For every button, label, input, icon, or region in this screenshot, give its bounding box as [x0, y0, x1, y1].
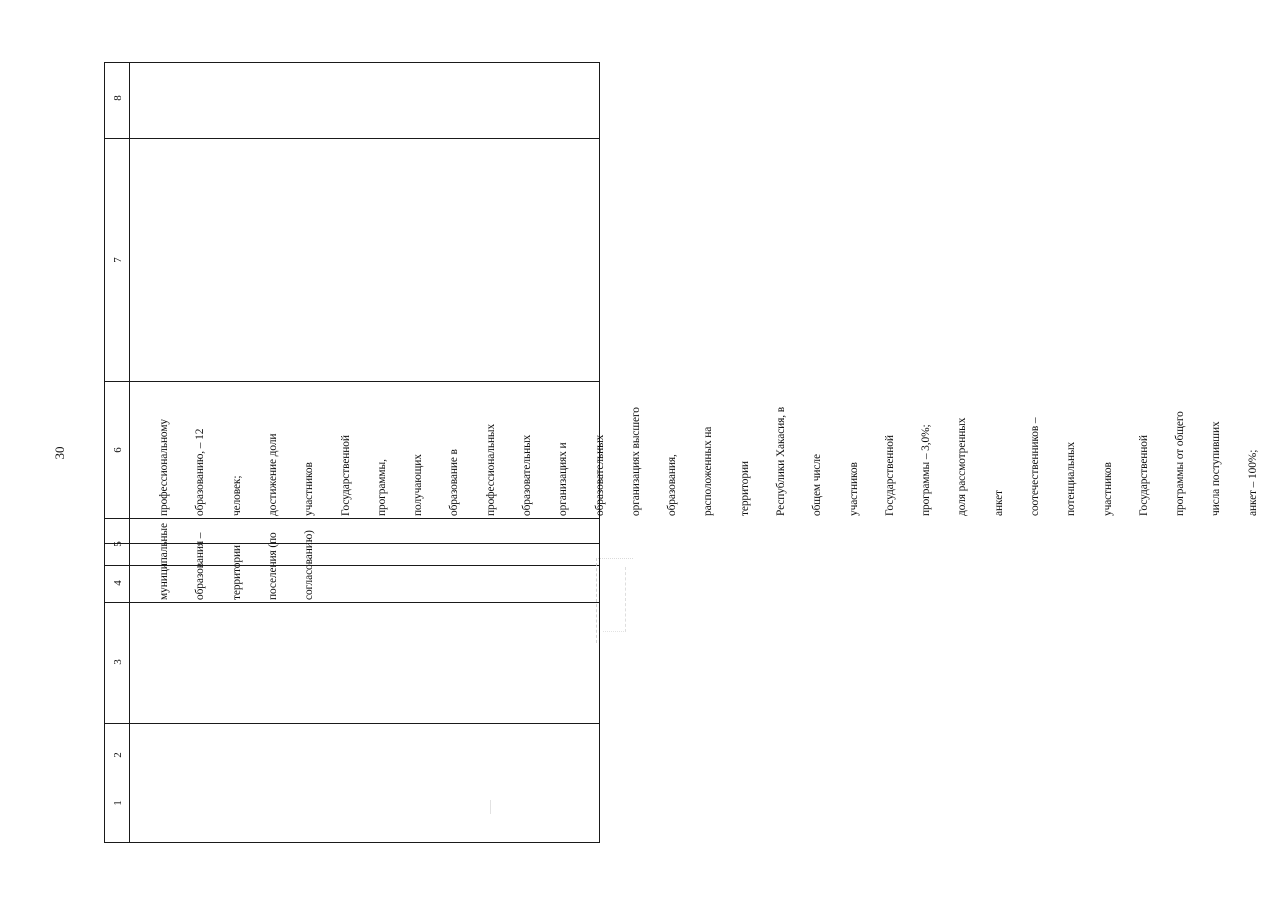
page-number-text: 30	[52, 446, 67, 460]
row-divider-2-3	[105, 602, 599, 603]
column-number-4: 4	[112, 580, 124, 586]
scan-dot	[490, 800, 491, 814]
column-number-8: 8	[112, 95, 124, 101]
column-number-2: 2	[112, 752, 124, 758]
row-divider-1-2	[105, 723, 599, 724]
row-divider-7-8	[105, 138, 599, 139]
column-number-5: 5	[112, 541, 124, 547]
cell-col3-text: муниципальные образования – территории поселения (по согласованию)	[158, 523, 316, 600]
column-number-6: 6	[112, 447, 124, 453]
row-divider-5-6	[105, 518, 599, 519]
data-table	[104, 62, 1259, 843]
column-number-3: 3	[112, 659, 124, 665]
cell-col6-text: профессиональному образованию, – 12 человек; достижение доли участников Государственной программы, получающих образование в профессиональных образовательных организациях и образовательных организациях высшего образования, расположенных на территории Республики Хакасия, в общем числе участников Государственной программы – 3,0%; доля рассмотренных анкет соотечественников – потенциальных участников Государственной программы от общего числа поступивших анкет – 100%;	[158, 406, 1259, 516]
column-number-1: 1	[112, 800, 124, 806]
header-divider	[129, 63, 130, 842]
page-number	[52, 433, 68, 473]
column-number-7: 7	[112, 257, 124, 263]
scan-artifact	[596, 558, 633, 643]
row-divider-6-7	[105, 381, 599, 382]
